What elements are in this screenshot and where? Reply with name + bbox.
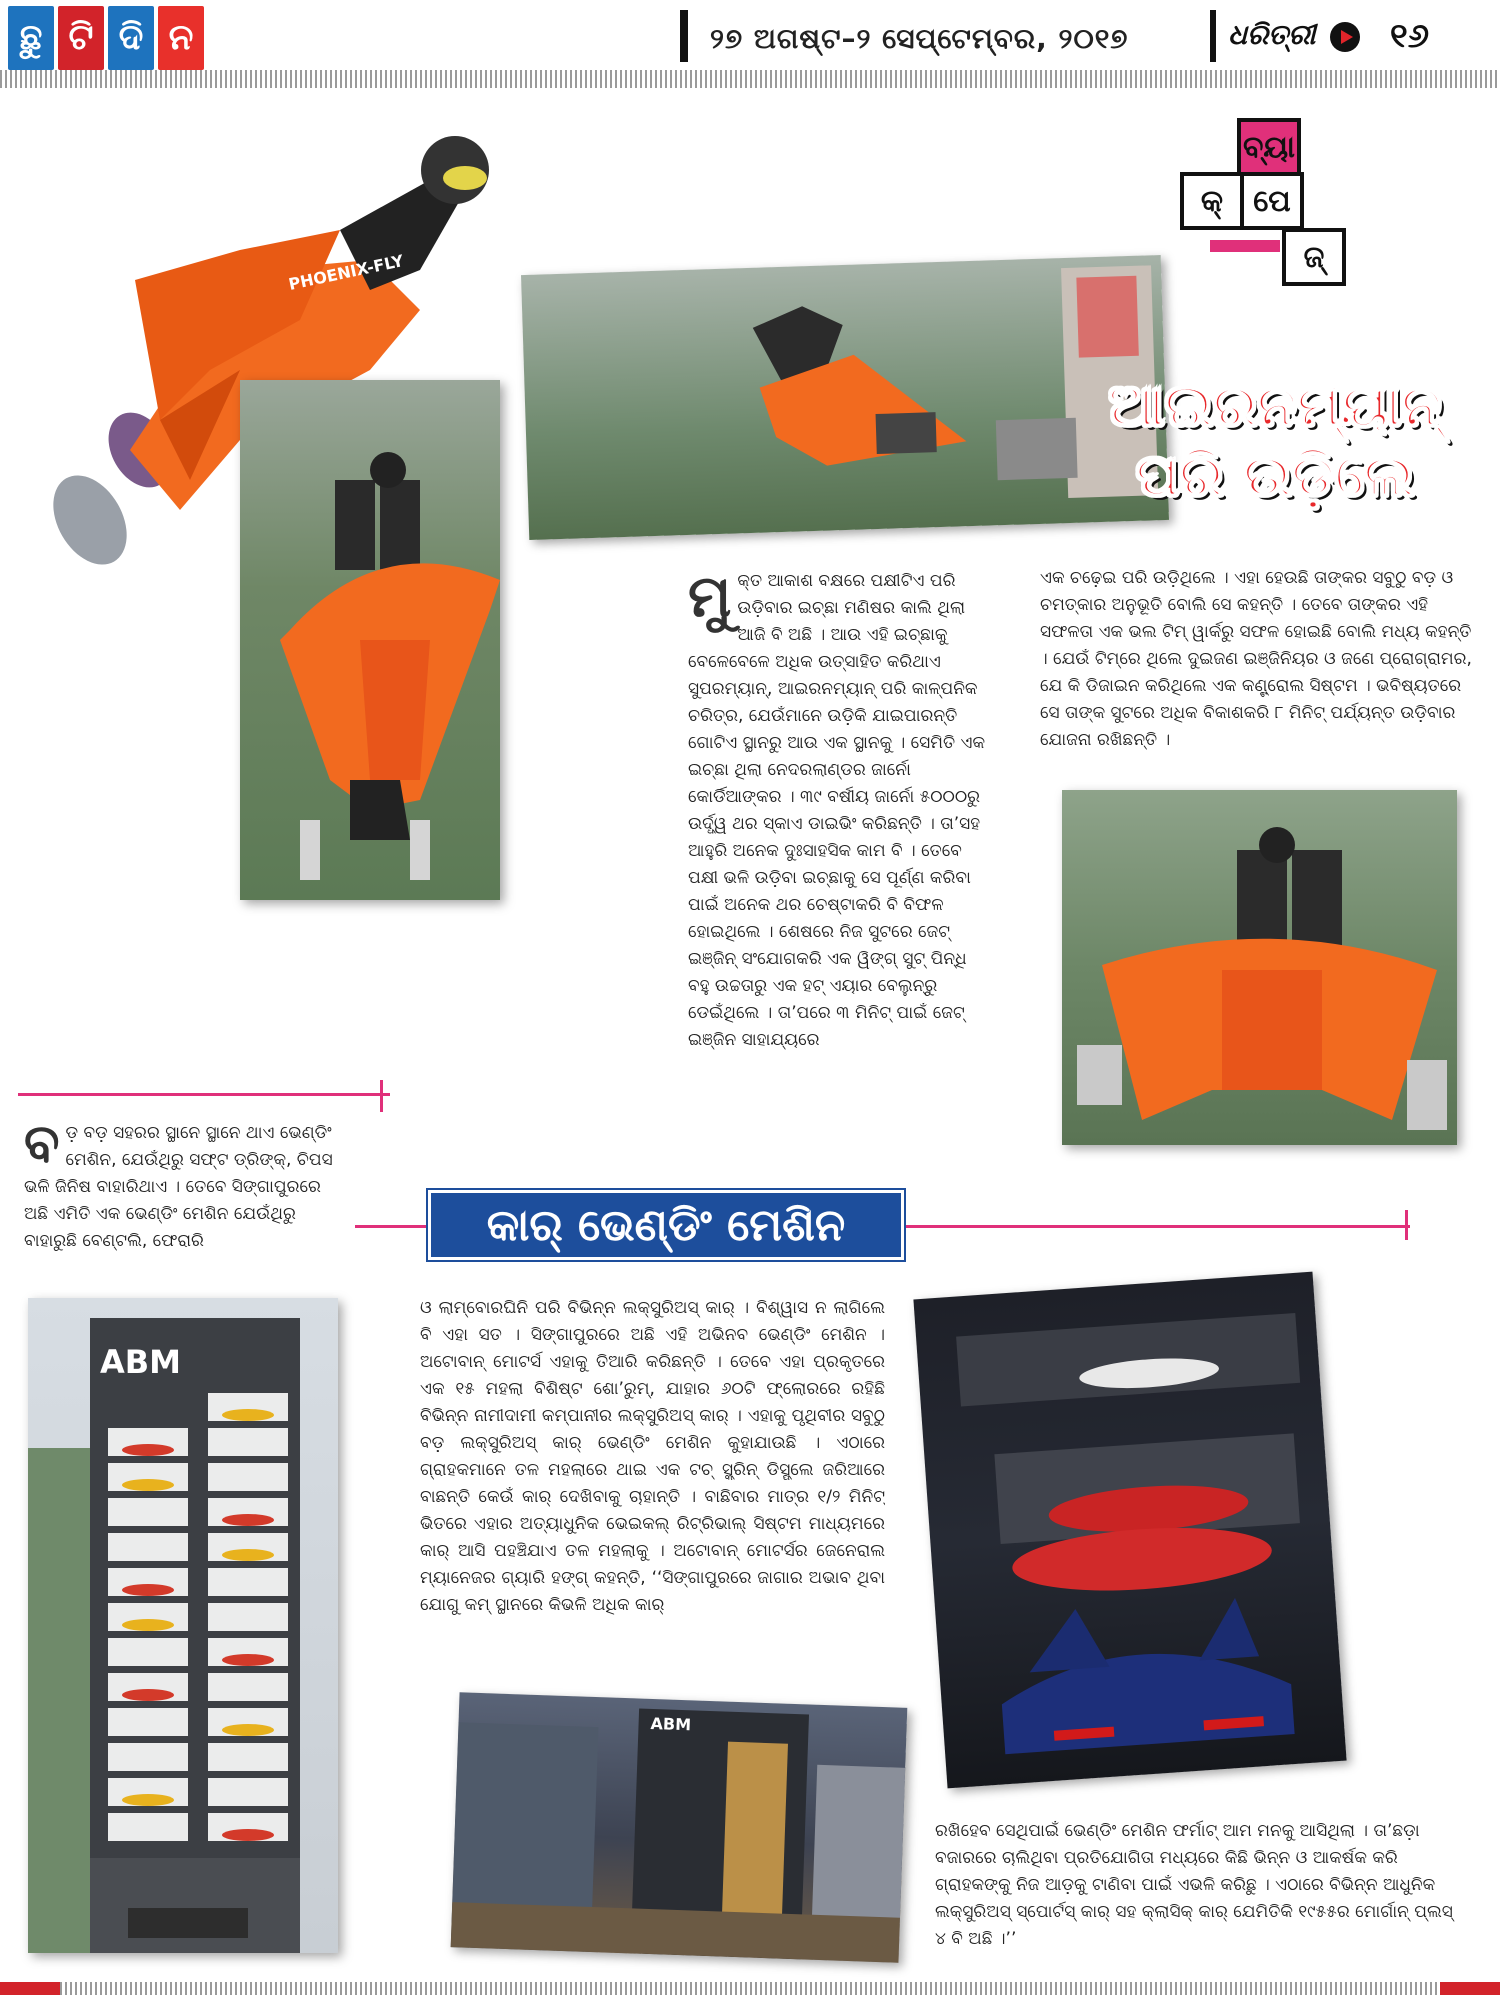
flyer-from-above-photo [1062,790,1457,1145]
article-body-text: ଏକ ଚଢ଼େଇ ପରି ଉଡ଼ିଥିଲେ । ଏହା ହେଉଛି ତାଙ୍କର ସବୁଠୁ ବଡ଼ ଓ ଚମତ୍କାର ଅନୁଭୂତି ବୋଲି ସେ କହନ୍ତି । ତେବେ ତାଙ୍କର ଏହି ସଫଳତା ଏକ ଭଲ ଟିମ୍ ୱାର୍କରୁ ସଫଳ ହୋଇଛି ବୋଲି ମଧ୍ୟ କହନ୍ତି । ଯେଉଁ ଟିମ୍‌ରେ ଥିଲେ ଦୁଇଜଣ ଇଞ୍ଜିନିୟର ଓ ଜଣେ ପ୍ରୋଗ୍ରାମର, ଯେ କି ଡିଜାଇନ କରିଥିଲେ ଏକ କଣ୍ଟ୍ରୋଲ ସିଷ୍ଟମ । ଭବିଷ୍ୟତରେ ସେ ତାଙ୍କ ସୁଟରେ ଅଧିକ ବିକାଶକରି ୮ ମିନିଟ୍ ପର୍ଯ୍ୟନ୍ତ ଉଡ଼ିବାର ଯୋଜନା ରଖିଛନ୍ତି । [1040,568,1472,750]
article-body-column-2 [1040,565,1480,775]
divider [1210,10,1216,62]
section-letter-4: ନ [158,6,204,70]
divider [680,10,688,62]
article-body-text: କ୍ତ ଆକାଶ ବକ୍ଷରେ ପକ୍ଷୀଟିଏ ପରି ଉଡ଼ିବାର ଇଚ୍ଛା ମଣିଷର କାଲି ଥିଲା ଆଜି ବି ଅଛି । ଆଉ ଏହି ଇଚ୍ଛାକୁ ବେଳେବେଳେ ଅଧିକ ଉତ୍ସାହିତ କରିଥାଏ ସୁପରମ୍ୟାନ୍, ଆଇରନମ୍ୟାନ୍ ପରି କାଳ୍ପନିକ ଚରିତ୍ର, ଯେଉଁମାନେ ଉଡ଼ିକି ଯାଇପାରନ୍ତି ଗୋଟିଏ ସ୍ଥାନରୁ ଆଉ ଏକ ସ୍ଥାନକୁ । ସେମିତି ଏକ ଇଚ୍ଛା ଥିଲା ନେଦରଲାଣ୍ଡର ଜାର୍ନୋ କୋର୍ଡିଆଙ୍କର । ୩୯ ବର୍ଷୀୟ ଜାର୍ନୋ ୫୦୦୦ରୁ ଉର୍ଦ୍ଧ୍ୱ ଥର ସ୍କାଏ ଡାଇଭିଂ କରିଛନ୍ତି । ତା’ସହ ଆହୁରି ଅନେକ ଦୁଃସାହସିକ କାମ ବି । ତେବେ ପକ୍ଷୀ ଭଳି ଉଡ଼ିବା ଇଚ୍ଛାକୁ ସେ ପୂର୍ଣ୍ଣ କରିବା ପାଇଁ ଅନେକ ଥର ଚେଷ୍ଟାକରି ବି ବିଫଳ ହୋଇଥିଲେ । ଶେଷରେ ନିଜ ସୁଟରେ ଜେଟ୍ ଇଞ୍ଜିନ୍ ସଂଯୋଗକରି ଏକ ୱିଙ୍ଗ୍ ସୁଟ୍ ପିନ୍ଧି ବହୁ ଉଚ୍ଚତାରୁ ଏକ ହଟ୍ ଏୟାର ବେଲୁନ୍‌ରୁ ଡେଇଁଥିଲେ । ତା’ପରେ ୩ ମିନିଟ୍ ପାଇଁ ଜେଟ୍ ଇଞ୍ଜିନ ସାହାଯ୍ୟରେ [688,571,986,1050]
suit-print-text: PHOENIX-FLY [286,251,406,294]
car-article-ending-text: ରଖିହେବ ସେଥିପାଇଁ ଭେଣ୍ଡିଂ ମେଶିନ ଫର୍ମାଟ୍ ଆମ ମନକୁ ଆସିଥିଲା । ତା’ଛଡ଼ା ବଜାରରେ ଚାଲିଥିବା ପ୍ରତିଯୋଗିତା ମଧ୍ୟରେ କିଛି ଭିନ୍ନ ଓ ଆକର୍ଷକ କରି ଗ୍ରାହକଙ୍କୁ ନିଜ ଆଡ଼କୁ ଟାଣିବା ପାଇଁ ଏଭଳି କରିଛୁ । ଏଠାରେ ବିଭିନ୍ନ ଆଧୁନିକ ଲକ୍ସୁରିଅସ୍ ସ୍ପୋର୍ଟସ୍ କାର୍ ସହ କ୍ଲାସିକ୍ କାର୍ ଯେମିତିକି ୧୯୫୫ର ମୋର୍ଗାନ୍ ପ୍ଲସ୍ ୪ ବି ଅଛି ।’’ [935,1821,1453,1949]
section-masthead [8,6,204,70]
play-icon [1330,22,1360,52]
divider [1405,1210,1408,1240]
issue-date: ୨୭ ଅଗଷ୍ଟ–୨ ସେପ୍ଟେମ୍ବର, ୨୦୧୭ [710,22,1129,55]
section-tag-cell-3: ପେ [1240,172,1304,230]
publication-logo: ଧରିତ୍ରୀ [1228,18,1316,51]
car-article-body [420,1295,885,1695]
car-article-intro [24,1120,346,1258]
headline-line-1: ଆଇରନମ୍ୟାନ୍ [1108,371,1442,439]
building-sign: ABM [100,1343,181,1381]
article-dropcap: ମୁ [688,568,732,630]
car-tower-photo [28,1298,338,1953]
car-article-dropcap: ବ [24,1120,60,1174]
section-tag-cell-2: କ୍ [1180,172,1244,230]
car-showroom-photo [913,1272,1346,1789]
car-article-ending [935,1818,1455,1958]
section-letter-2: ଟି [58,6,104,70]
building-sign: ABM [650,1713,692,1735]
section-letter-3: ଦି [108,6,154,70]
footer-accent [1440,1982,1500,1995]
section-tag-cell-1: ବ୍ୟା [1237,118,1301,176]
footer-stripe [0,1982,1500,1995]
car-article-intro-text: ଡ଼ ବଡ଼ ସହରର ସ୍ଥାନେ ସ୍ଥାନେ ଥାଏ ଭେଣ୍ଡିଂ ମେଶିନ, ଯେଉଁଥିରୁ ସଫ୍ଟ ଡ୍ରିଙ୍କ୍, ଚିପସ ଭଳି ଜିନିଷ ବାହାରିଥାଏ । ତେବେ ସିଙ୍ଗାପୁରରେ ଅଛି ଏମିତି ଏକ ଭେଣ୍ଡିଂ ମେଶିନ ଯେଉଁଥିରୁ ବାହାରୁଛି ବେଣ୍ଟଲି, ଫେରାରି [24,1123,333,1251]
section-tag-accent [1210,240,1280,252]
footer-accent [0,1982,60,1995]
divider [18,1093,390,1096]
page-number: ୧୬ [1390,16,1430,56]
section-tag-cell-4: ଜ୍ [1282,228,1346,286]
divider [380,1080,383,1112]
car-article-title: କାର୍ ଭେଣ୍ଡିଂ ମେଶିନ [428,1190,904,1260]
headline-line-2: ପରି ଉଡ଼ିଲେ [1135,441,1415,509]
article-body-column-1 [688,568,990,1078]
car-tower-night-photo [451,1692,908,1962]
header-stripe [0,70,1500,88]
section-letter-1: ଛୁ [8,6,54,70]
article-headline [1055,370,1495,510]
flyer-over-fields-photo [240,380,500,900]
car-article-body-text: ଓ ଲାମ୍ବୋରଘିନି ପରି ବିଭିନ୍ନ ଲକ୍ସୁରିଅସ୍ କାର୍ । ବିଶ୍ୱାସ ନ ଲାଗିଲେ ବି ଏହା ସତ । ସିଙ୍ଗାପୁରରେ ଅଛି ଏହି ଅଭିନବ ଭେଣ୍ଡିଂ ମେଶିନ । ଅଟୋବାନ୍ ମୋଟର୍ସ ଏହାକୁ ତିଆରି କରିଛନ୍ତି । ତେବେ ଏହା ପ୍ରକୃତରେ ଏକ ୧୫ ମହଲା ବିଶିଷ୍ଟ ଶୋ’ରୁମ୍, ଯାହାର ୬୦ଟି ଫ୍ଲୋରରେ ରହିଛି ବିଭିନ୍ନ ନାମୀଦାମୀ କମ୍ପାନୀର ଲକ୍ସୁରିଅସ୍ କାର୍ । ଏହାକୁ ପୃଥିବୀର ସବୁଠୁ ବଡ଼ ଲକ୍ସୁରିଅସ୍ କାର୍ ଭେଣ୍ଡିଂ ମେଶିନ କୁହାଯାଉଛି । ଏଠାରେ ଗ୍ରାହକମାନେ ତଳ ମହଲାରେ ଥାଇ ଏକ ଟଚ୍ ସ୍କ୍ରିନ୍ ଡିସ୍ପ୍ଲେ ଜରିଆରେ ବାଛନ୍ତି କେଉଁ କାର୍ ଦେଖିବାକୁ ଚାହାନ୍ତି । ବାଛିବାର ମାତ୍ର ୧/୨ ମିନିଟ୍ ଭିତରେ ଏହାର ଅତ୍ୟାଧୁନିକ ଭେଇକଲ୍ ରିଟ୍ରିଭାଲ୍ ସିଷ୍ଟମ ମାଧ୍ୟମରେ କାର୍ ଆସି ପହଞ୍ଚିଯାଏ ତଳ ମହଲାକୁ । ଅଟୋବାନ୍ ମୋଟର୍ସର ଜେନେରାଲ ମ୍ୟାନେଜର ଗ୍ୟାରି ହଙ୍ଗ୍ କହନ୍ତି, ‘‘ସିଙ୍ଗାପୁରରେ ଜାଗାର ଅଭାବ ଥିବା ଯୋଗୁ କମ୍ ସ୍ଥାନରେ କିଭଳି ଅଧିକ କାର୍ [420,1298,885,1615]
